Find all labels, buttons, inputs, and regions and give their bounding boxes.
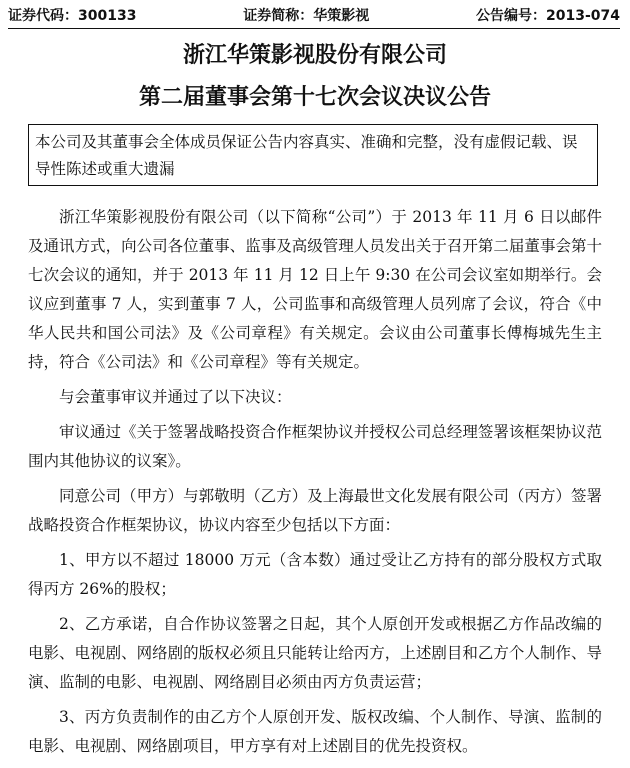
resolution-intro: 与会董事审议并通过了以下决议： [59,388,292,406]
meeting-info-paragraph: 浙江华策影视股份有限公司（以下简称“公司”）于 2013 年 11 月 6 日以邮件及通讯方式，向公司各位董事、监事及高级管理人员发出关于召开第二届董事会第十七次会议的通知，并于 2013 年 11 月 12 日上午 9:30 在公司会议室如期举行。会议应到董事 7 人，实到董事 7 人，公司监事和高级管理人员列席了会议，符合《中华人民共和国公司法》及《公司章程》有关规定。会议由公司董事长傅梅城先生主持，符合《公司法》和《公司章程》等有关规定。 [28,208,602,371]
announcement-body [28,203,602,761]
agreement-paragraph: 同意公司（甲方）与郭敬明（乙方）及上海最世文化发展有限公司（丙方）签署战略投资合作框架协议，协议内容至少包括以下方面： [28,487,602,534]
stock-abbreviation: 证券简称：华策影视 [243,8,370,24]
agreement-term-1: 1、甲方以不超过 18000 万元（含本数）通过受让乙方持有的部分股权方式取得丙方 26%的股权； [28,551,602,598]
notice-number: 公告编号：2013-074 [475,8,620,24]
announcement-title: 第二届董事会第十七次会议决议公告 [138,85,491,110]
header-divider [8,28,620,29]
document-header [8,4,620,26]
disclaimer-box: 本公司及其董事会全体成员保证公告内容真实、准确和完整，没有虚假记载、误导性陈述或重大遗漏 [28,124,598,186]
stock-code: 证券代码：300133 [8,8,137,24]
resolution-item: 审议通过《关于签署战略投资合作框架协议并授权公司总经理签署该框架协议范围内其他协议的议案》。 [28,423,602,470]
company-name-title: 浙江华策影视股份有限公司 [182,43,447,68]
agreement-term-2: 2、乙方承诺，自合作协议签署之日起，其个人原创开发或根据乙方作品改编的电影、电视剧、网络剧的版权必须且只能转让给丙方，上述剧目和乙方个人制作、导演、监制的电影、电视剧、网络剧目必须由丙方负责运营； [28,615,602,691]
agreement-term-3: 3、丙方负责制作的由乙方个人原创开发、版权改编、个人制作、导演、监制的电影、电视剧、网络剧项目，甲方享有对上述剧目的优先投资权。 [28,708,602,755]
